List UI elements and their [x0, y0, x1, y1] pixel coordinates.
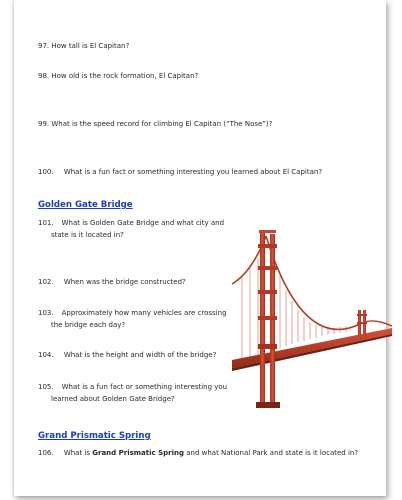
question-text: When was the bridge constructed?	[63, 278, 186, 286]
question-102	[38, 276, 186, 288]
question-98	[38, 70, 198, 82]
question-number: 101.	[38, 219, 54, 227]
worksheet-page	[14, 0, 386, 496]
section-heading-golden-gate: Golden Gate Bridge	[38, 200, 133, 210]
question-number: 97.	[38, 42, 50, 50]
question-number: 102.	[38, 278, 54, 286]
golden-gate-bridge-image	[232, 222, 392, 408]
question-text-line2: learned about Golden Gate Bridge?	[51, 395, 175, 403]
question-99	[38, 118, 272, 130]
question-100	[38, 166, 322, 178]
question-104	[38, 349, 216, 361]
question-text-line2: state is it located in?	[51, 231, 124, 239]
question-text-line1: What is Golden Gate Bridge and what city and	[61, 219, 225, 227]
question-105	[38, 381, 227, 405]
question-text: How tall is El Capitan?	[51, 42, 130, 50]
question-number: 103.	[38, 309, 54, 317]
question-number: 98.	[38, 72, 50, 80]
question-text: What is the height and width of the bridge?	[63, 351, 217, 359]
question-text: What is the speed record for climbing El Capitan (“The Nose”)?	[51, 120, 273, 128]
question-text-after: and what National Park and state is it located in?	[184, 449, 359, 457]
question-number: 100.	[38, 168, 54, 176]
question-number: 106.	[38, 449, 54, 457]
section-heading-grand-prismatic: Grand Prismatic Spring	[38, 431, 151, 441]
question-number: 104.	[38, 351, 54, 359]
question-number: 105.	[38, 383, 54, 391]
question-bold-term: Grand Prismatic Spring	[92, 449, 185, 457]
question-text-line1: What is a fun fact or something interesting you	[61, 383, 228, 391]
question-103	[38, 307, 227, 331]
question-text-line2: the bridge each day?	[51, 321, 126, 329]
question-106	[38, 447, 358, 459]
question-97	[38, 40, 129, 52]
question-text-line1: Approximately how many vehicles are crossing	[61, 309, 227, 317]
question-text: How old is the rock formation, El Capitan?	[51, 72, 199, 80]
question-101	[38, 217, 224, 241]
question-text-before: What is	[63, 449, 93, 457]
question-text: What is a fun fact or something interesting you learned about El Capitan?	[63, 168, 323, 176]
question-number: 99.	[38, 120, 50, 128]
